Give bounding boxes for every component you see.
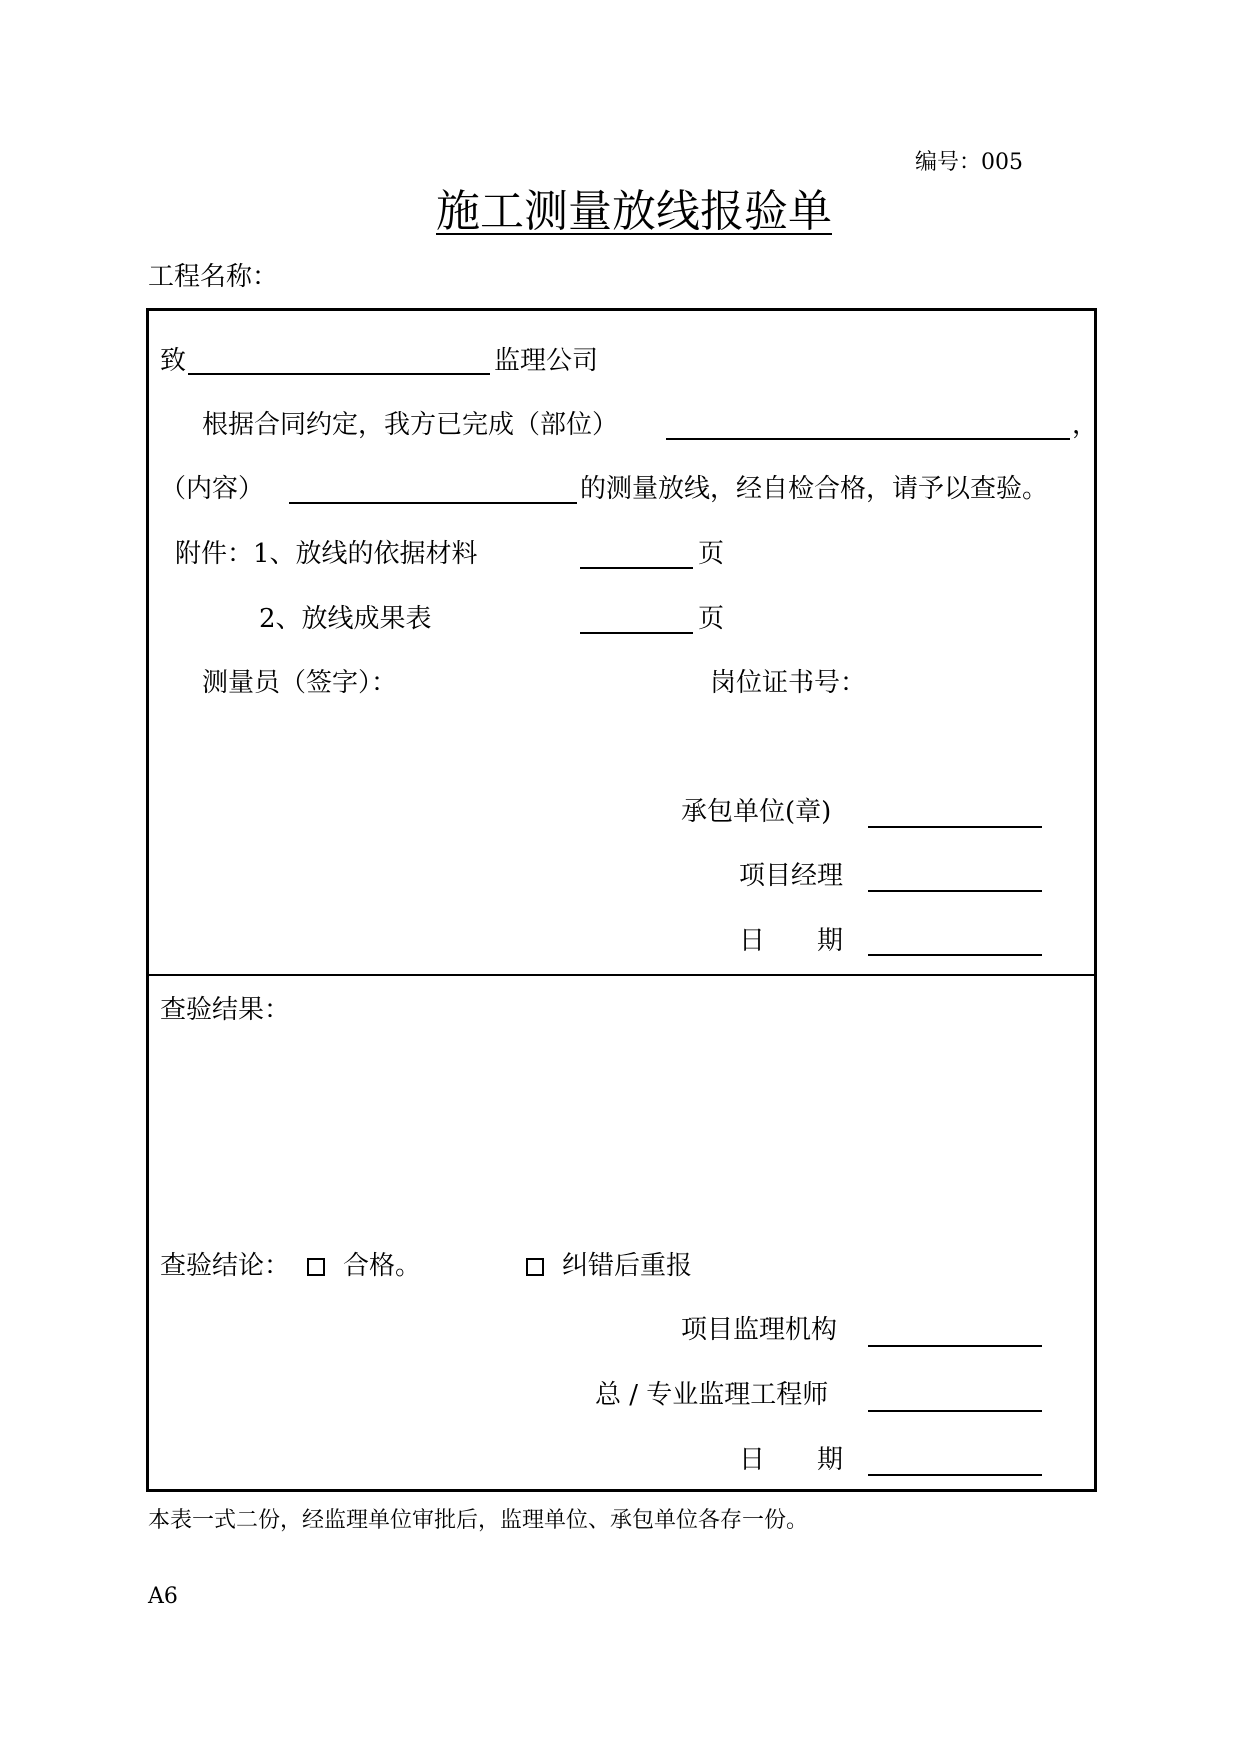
surveyor-signature-label: 测量员（签字）： xyxy=(202,668,398,698)
content-prefix: （内容） xyxy=(160,474,265,504)
attachment-1-label: 附件：1、放线的依据材料 xyxy=(175,539,478,569)
pass-checkbox[interactable] xyxy=(307,1258,325,1276)
option-resubmit[interactable] xyxy=(526,1251,692,1281)
attachment-1-pages-field[interactable] xyxy=(580,567,693,569)
option-pass[interactable] xyxy=(307,1251,421,1281)
form-code: A6 xyxy=(148,1584,178,1609)
supervising-engineer-field[interactable] xyxy=(868,1410,1042,1412)
supervision-org-label: 项目监理机构 xyxy=(681,1315,838,1345)
content-suffix: 的测量放线，经自检合格，请予以查验。 xyxy=(580,474,1049,504)
review-date-field[interactable] xyxy=(868,1474,1042,1476)
supervising-engineer-label: 总 / 专业监理工程师 xyxy=(595,1380,829,1410)
contract-statement: 根据合同约定，我方已完成（部位） xyxy=(202,410,619,440)
certificate-number-label: 岗位证书号： xyxy=(710,668,867,698)
contractor-seal-label: 承包单位(章) xyxy=(681,797,832,827)
project-manager-label: 项目经理 xyxy=(739,861,844,891)
review-date-label: 日 期 xyxy=(739,1445,844,1475)
supervision-org-field[interactable] xyxy=(868,1345,1042,1347)
pass-label: 合格。 xyxy=(343,1251,422,1281)
submission-date-label: 日 期 xyxy=(739,926,844,956)
resubmit-label: 纠错后重报 xyxy=(562,1251,693,1281)
supervision-company-field[interactable] xyxy=(188,373,490,375)
attachment-2-pages-field[interactable] xyxy=(580,632,693,634)
location-field[interactable] xyxy=(666,438,1070,440)
to-prefix: 致 xyxy=(160,346,187,376)
section-divider xyxy=(146,974,1097,976)
content-field[interactable] xyxy=(289,502,577,504)
footer-note: 本表一式二份，经监理单位审批后，监理单位、承包单位各存一份。 xyxy=(148,1508,809,1533)
line1-comma: ， xyxy=(1072,410,1099,440)
attachment-2-label: 2、放线成果表 xyxy=(259,604,432,634)
contractor-seal-field[interactable] xyxy=(868,826,1042,828)
attachment-1-page-unit: 页 xyxy=(698,539,725,569)
project-manager-field[interactable] xyxy=(868,890,1042,892)
page-title: 施工测量放线报验单 xyxy=(436,186,832,237)
document-number: 编号：005 xyxy=(915,150,1023,175)
resubmit-checkbox[interactable] xyxy=(526,1258,544,1276)
attachment-2-page-unit: 页 xyxy=(698,604,725,634)
submission-date-field[interactable] xyxy=(868,954,1042,956)
review-result-label: 查验结果： xyxy=(160,995,291,1025)
project-name-label: 工程名称： xyxy=(148,262,279,292)
review-conclusion-label: 查验结论： xyxy=(160,1251,291,1281)
to-suffix: 监理公司 xyxy=(494,346,599,376)
